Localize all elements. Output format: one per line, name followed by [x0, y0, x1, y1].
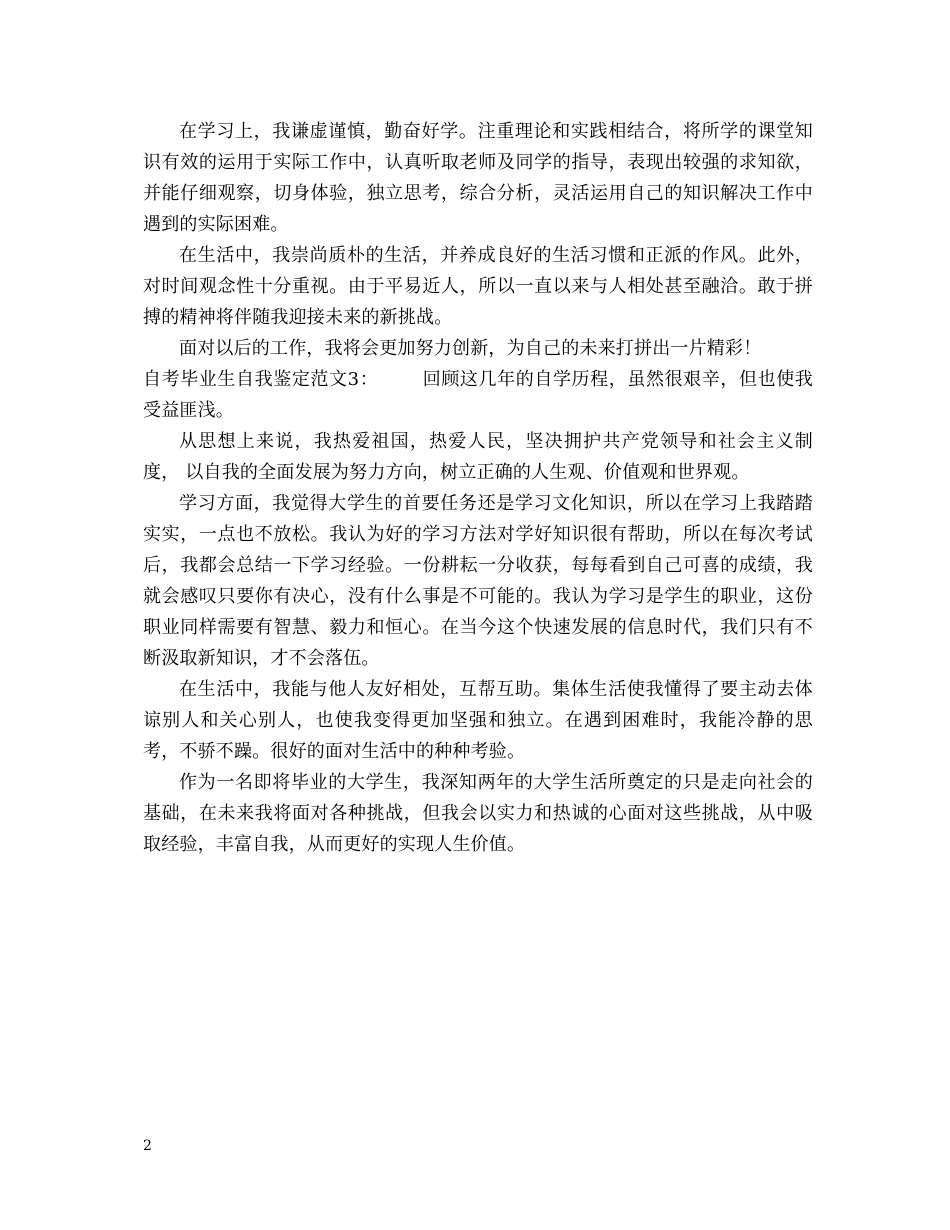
document-body: [143, 116, 813, 860]
paragraph-study: 在学习上，我谦虚谨慎，勤奋好学。注重理论和实践相结合，将所学的课堂知识有效的运用于实际工作中，认真听取老师及同学的指导，表现出较强的求知欲，并能仔细观察，切身体验，独立思考，综合分析，灵活运用自己的知识解决工作中遇到的实际困难。: [143, 121, 813, 235]
paragraph-ideology: 从思想上来说，我热爱祖国，热爱人民，坚决拥护共产党领导和社会主义制度， 以自我的全面发展为努力方向，树立正确的人生观、价值观和世界观。: [143, 431, 813, 483]
paragraph-life: 在生活中，我崇尚质朴的生活，并养成良好的生活习惯和正派的作风。此外，对时间观念性十分重视。由于平易近人，所以一直以来与人相处甚至融洽。敢于拼搏的精神将伴随我迎接未来的新挑战。: [143, 245, 813, 328]
paragraph-social-life: 在生活中，我能与他人友好相处，互帮互助。集体生活使我懂得了要主动去体谅别人和关心别人，也使我变得更加坚强和独立。在遇到困难时，我能冷静的思考，不骄不躁。很好的面对生活中的种种考验。: [143, 679, 813, 762]
paragraph-learning: 学习方面，我觉得大学生的首要任务还是学习文化知识，所以在学习上我踏踏实实，一点也不放松。我认为好的学习方法对学好知识很有帮助，所以在每次考试后，我都会总结一下学习经验。一份耕耘一分收获，每每看到自己可喜的成绩，我就会感叹只要你有决心，没有什么事是不可能的。我认为学习是学生的职业，这份职业同样需要有智慧、毅力和恒心。在当今这个快速发展的信息时代，我们只有不断汲取新知识，才不会落伍。: [143, 493, 813, 669]
section-heading-paragraph: [143, 364, 813, 426]
section-heading: 自考毕业生自我鉴定范文3：: [143, 369, 379, 390]
paragraph-conclusion: 作为一名即将毕业的大学生，我深知两年的大学生活所奠定的只是走向社会的基础，在未来我将面对各种挑战，但我会以实力和热诚的心面对这些挑战，从中吸取经验，丰富自我，从而更好的实现人生价值。: [143, 772, 813, 855]
paragraph-future-work: 面对以后的工作，我将会更加努力创新，为自己的未来打拼出一片精彩！: [179, 338, 762, 359]
page-number: 2: [143, 1138, 152, 1154]
section-intro: 回顾这几年的自学历程，虽然很艰辛，但也使我受益匪浅。: [143, 369, 813, 421]
